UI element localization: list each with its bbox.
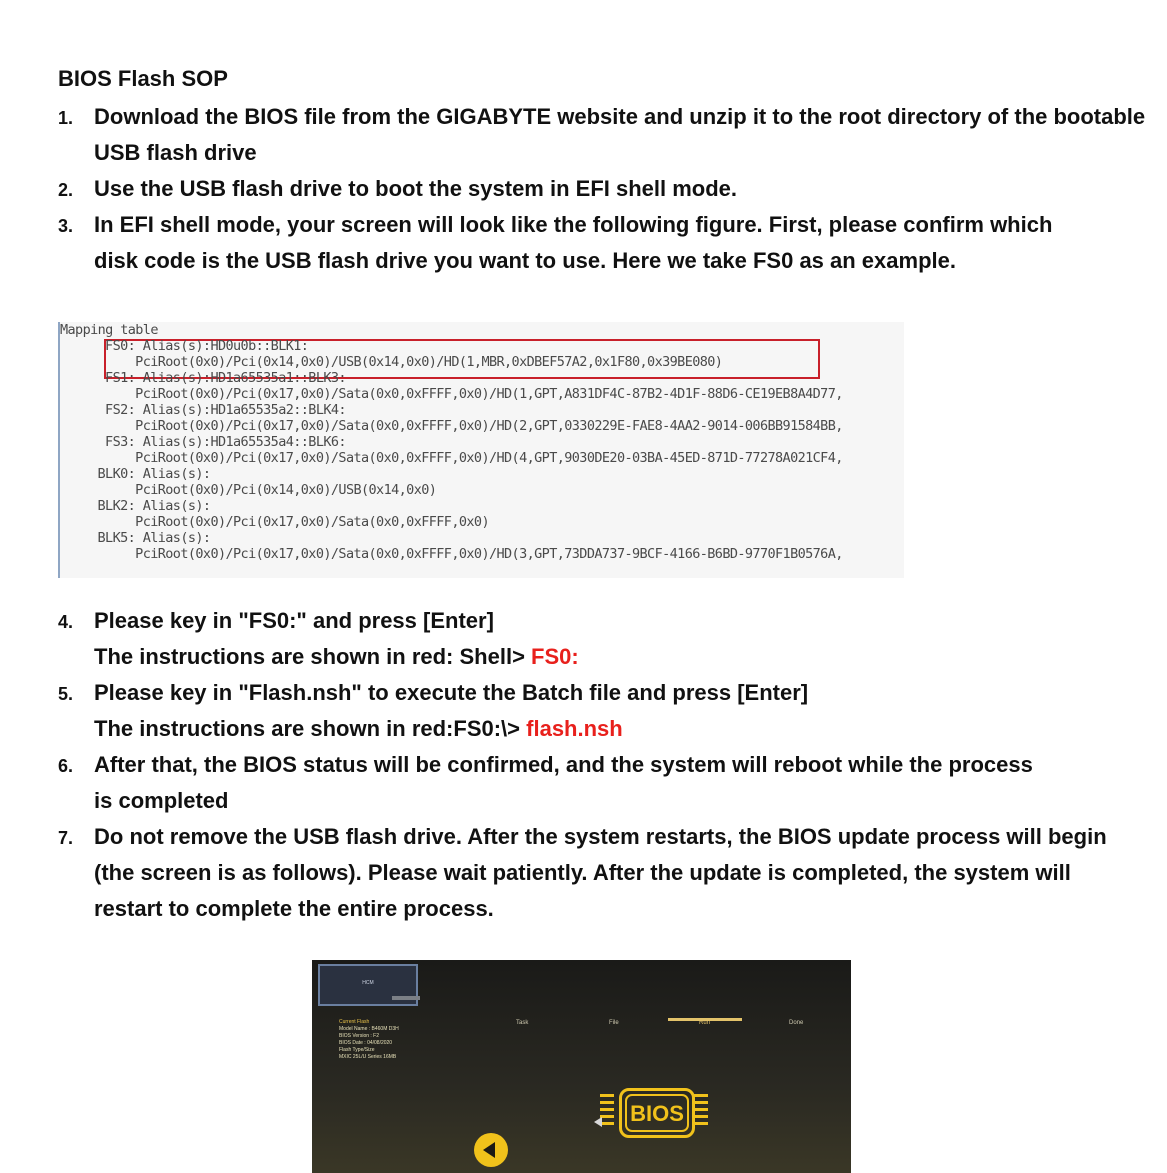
mapping-line: PciRoot(0x0)/Pci(0x14,0x0)/USB(0x14,0x0)/HD(1,MBR,0xDBEF57A2,0x1F80,0x39BE080)	[90, 354, 723, 370]
page-title: BIOS Flash SOP	[58, 66, 228, 91]
hcm-indicator	[392, 996, 420, 1000]
mapping-line: FS0: Alias(s):HD0u0b::BLK1:	[90, 338, 309, 354]
hcm-label: HCM	[362, 980, 374, 986]
step-number: 7.	[58, 828, 74, 848]
step-number: 4.	[58, 612, 74, 632]
mapping-line: FS2: Alias(s):HD1a65535a2::BLK4:	[90, 402, 346, 418]
step-text: In EFI shell mode, your screen will look like the following figure. First, please confirm which disk code is the USB flash drive you want to use. Here we take FS0 as an example.	[94, 212, 1053, 273]
mapping-line: BLK5: Alias(s):	[90, 530, 211, 546]
mapping-line: FS1: Alias(s):HD1a65535a1::BLK3:	[90, 370, 346, 386]
mapping-line: PciRoot(0x0)/Pci(0x17,0x0)/Sata(0x0,0xFFFF,0x0)/HD(2,GPT,0330229E-FAE8-4AA2-9014-006BB91584BB,	[90, 418, 843, 434]
step-number: 5.	[58, 684, 74, 704]
mapping-line: PciRoot(0x0)/Pci(0x17,0x0)/Sata(0x0,0xFFFF,0x0)/HD(3,GPT,73DDA737-9BCF-4166-B6BD-9770F1B0576A,	[90, 546, 843, 562]
step-text: Please key in "Flash.nsh" to execute the Batch file and press [Enter]	[94, 680, 809, 705]
mapping-line: PciRoot(0x0)/Pci(0x17,0x0)/Sata(0x0,0xFFFF,0x0)	[90, 514, 489, 530]
bios-chip-icon	[619, 1088, 695, 1138]
stage-task: Task	[516, 1020, 529, 1026]
mapping-line: Mapping table	[60, 322, 158, 338]
chip-pins-left-icon	[600, 1094, 614, 1126]
step-number: 2.	[58, 180, 74, 200]
instruction-command: flash.nsh	[526, 716, 623, 741]
bios-update-screen-photo	[312, 960, 851, 1173]
mapping-line: FS3: Alias(s):HD1a65535a4::BLK6:	[90, 434, 346, 450]
current-flash-label: Current Flash	[339, 1019, 370, 1025]
info-line: BIOS Version : F2	[339, 1033, 380, 1039]
current-flash-info	[339, 1019, 399, 1061]
mapping-line: BLK0: Alias(s):	[90, 466, 211, 482]
step-text-block	[94, 603, 1154, 675]
step-text-block	[94, 675, 1154, 747]
mapping-line: PciRoot(0x0)/Pci(0x17,0x0)/Sata(0x0,0xFFFF,0x0)/HD(1,GPT,A831DF4C-87B2-4D1F-88D6-CE19EB8A4D77,	[90, 386, 843, 402]
stage-done: Done	[789, 1020, 804, 1026]
instruction-prefix: The instructions are shown in red:FS0:\>	[94, 716, 527, 741]
step-text: Please key in "FS0:" and press [Enter]	[94, 608, 494, 633]
info-line: BIOS Date : 04/08/2020	[339, 1040, 393, 1046]
step-number: 3.	[58, 216, 74, 236]
stage-file: File	[609, 1020, 619, 1026]
bios-chip-label: BIOS	[630, 1101, 684, 1126]
step-number: 6.	[58, 756, 74, 776]
info-line: Model Name : B460M D3H	[339, 1026, 399, 1032]
mapping-line: PciRoot(0x0)/Pci(0x14,0x0)/USB(0x14,0x0)	[90, 482, 437, 498]
mapping-line: BLK2: Alias(s):	[90, 498, 211, 514]
instruction-prefix: The instructions are shown in red: Shell>	[94, 644, 532, 669]
mapping-line: PciRoot(0x0)/Pci(0x17,0x0)/Sata(0x0,0xFFFF,0x0)/HD(4,GPT,9030DE20-03BA-45ED-871D-77278A021CF4,	[90, 450, 843, 466]
step-instruction	[94, 711, 1154, 747]
info-line: Flash Type/Size	[339, 1047, 375, 1053]
step-text: Use the USB flash drive to boot the system in EFI shell mode.	[94, 176, 738, 201]
step-text: Do not remove the USB flash drive. After the system restarts, the BIOS update process will begin (the screen is as follows). Please wait patiently. After the update is completed, the system will restart to complete the entire process.	[94, 824, 1107, 921]
info-line: MXIC 25L/U Series 16MB	[339, 1054, 397, 1060]
step-number: 1.	[58, 108, 74, 128]
stage-run: Run	[699, 1020, 711, 1026]
instruction-command: FS0:	[531, 644, 579, 669]
step-instruction	[94, 639, 1154, 675]
chip-pins-right-icon	[694, 1094, 708, 1126]
back-arrow-icon	[474, 1133, 508, 1167]
efi-mapping-table-screenshot	[58, 322, 904, 578]
step-text: After that, the BIOS status will be confirmed, and the system will reboot while the process is completed	[94, 752, 1033, 813]
mouse-cursor-icon	[594, 1117, 602, 1127]
step-text: Download the BIOS file from the GIGABYTE website and unzip it to the root directory of the bootable USB flash drive	[94, 104, 1146, 165]
